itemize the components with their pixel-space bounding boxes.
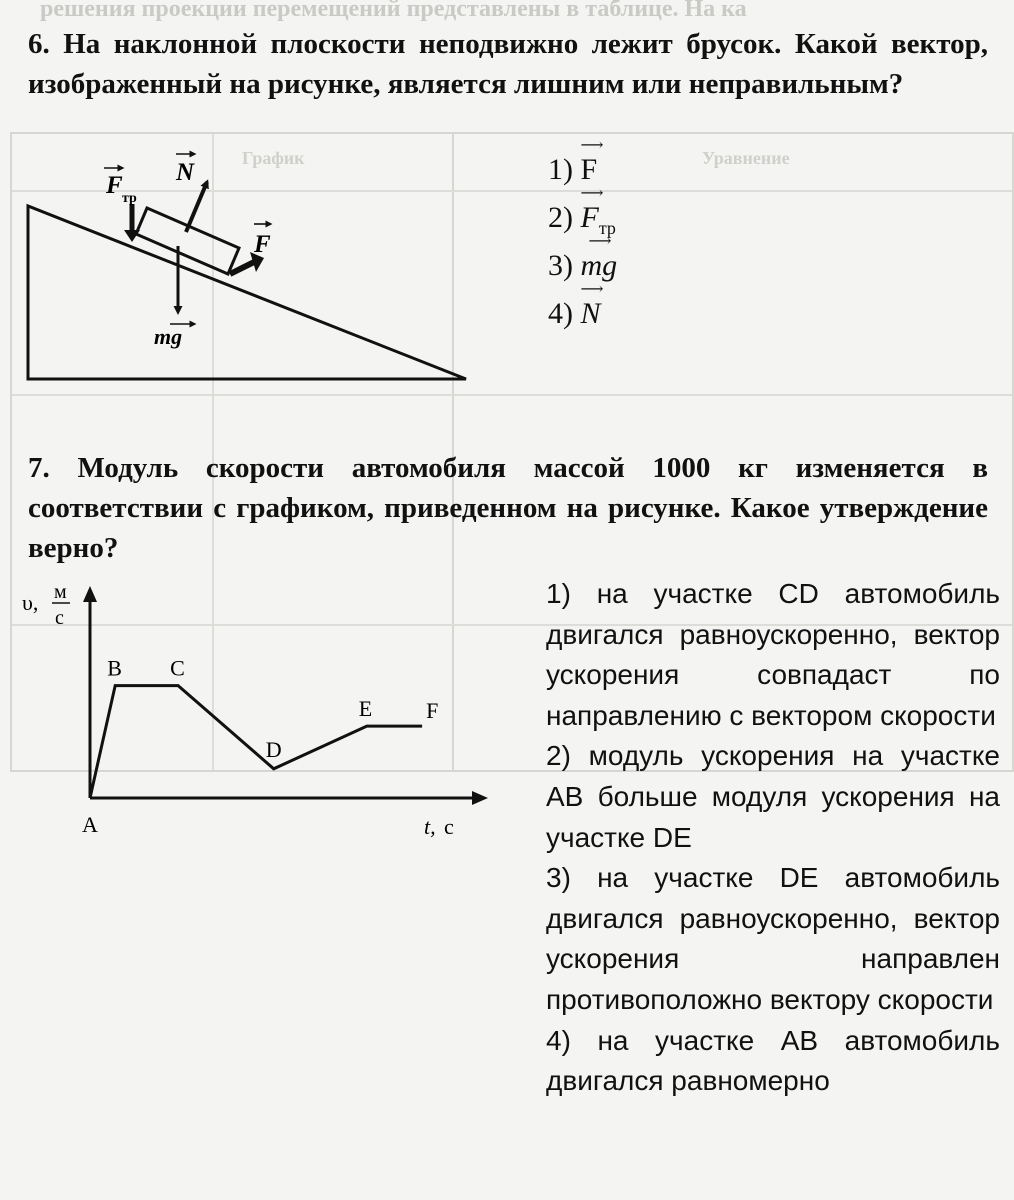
- y-axis-unit-num: м: [54, 581, 67, 603]
- x-axis-symbol: t,: [424, 814, 436, 839]
- normal-vector: [186, 182, 207, 232]
- graph-point-label: B: [107, 655, 122, 681]
- velocity-time-chart: [20, 578, 500, 848]
- velocity-graph-line: [90, 686, 422, 798]
- question-7-options: [546, 574, 1000, 1102]
- answer-option[interactable]: 3) ⟶ mg: [548, 233, 618, 282]
- incline-figure: [20, 146, 500, 386]
- friction-label-sub: тр: [122, 191, 137, 206]
- inclined-plane: [28, 206, 466, 379]
- friction-label: F: [106, 172, 123, 199]
- graph-point-label: A: [82, 812, 98, 837]
- answer-option[interactable]: 3) на участке DE автомобиль двигался равноускоренно, вектор ускорения направлен противоположно вектору скорости: [546, 862, 1000, 1015]
- bleed-through-header: Уравнение: [702, 148, 790, 168]
- x-axis-unit: с: [444, 814, 454, 839]
- answer-option[interactable]: 4) на участке AB автомобиль двигался равномерно: [546, 1024, 1000, 1097]
- question-6-options: [548, 137, 618, 332]
- graph-point-label: F: [426, 698, 439, 724]
- question-6-title: 6. На наклонной плоскости неподвижно лежит брусок. Какой вектор, изображенный на рисунке, является лишним или неправильным?: [28, 28, 988, 100]
- answer-option[interactable]: 4) ⟶ N: [548, 281, 604, 330]
- bleed-through-text: решения проекции перемещений представлены в таблице. На ка: [40, 0, 747, 22]
- graph-point-label: E: [358, 696, 373, 722]
- question-7-title: 7. Модуль скорости автомобиля массой 1000 кг изменяется в соответствии с графиком, приведенном на рисунке. Какое утверждение верно?: [28, 452, 988, 564]
- y-axis-unit-den: с: [55, 607, 64, 629]
- answer-option[interactable]: 1) ⟶ F: [548, 137, 604, 186]
- answer-option[interactable]: 2) модуль ускорения на участке AB больше модуля ускорения на участке DE: [546, 740, 1000, 853]
- y-axis-symbol: υ,: [22, 590, 39, 615]
- answer-option[interactable]: 1) на участке CD автомобиль двигался равноускоренно, вектор ускорения совпадаст по направлению с вектором скорости: [546, 578, 1000, 731]
- bleed-through-header: График: [242, 148, 305, 168]
- normal-label: N: [176, 159, 195, 186]
- force-label: F: [254, 231, 271, 258]
- block: [136, 208, 239, 274]
- graph-point-label: C: [170, 655, 185, 681]
- gravity-label: mg: [154, 324, 183, 349]
- graph-point-label: D: [265, 736, 282, 762]
- answer-option[interactable]: 2) ⟶ $F_{тр}$: [548, 185, 616, 238]
